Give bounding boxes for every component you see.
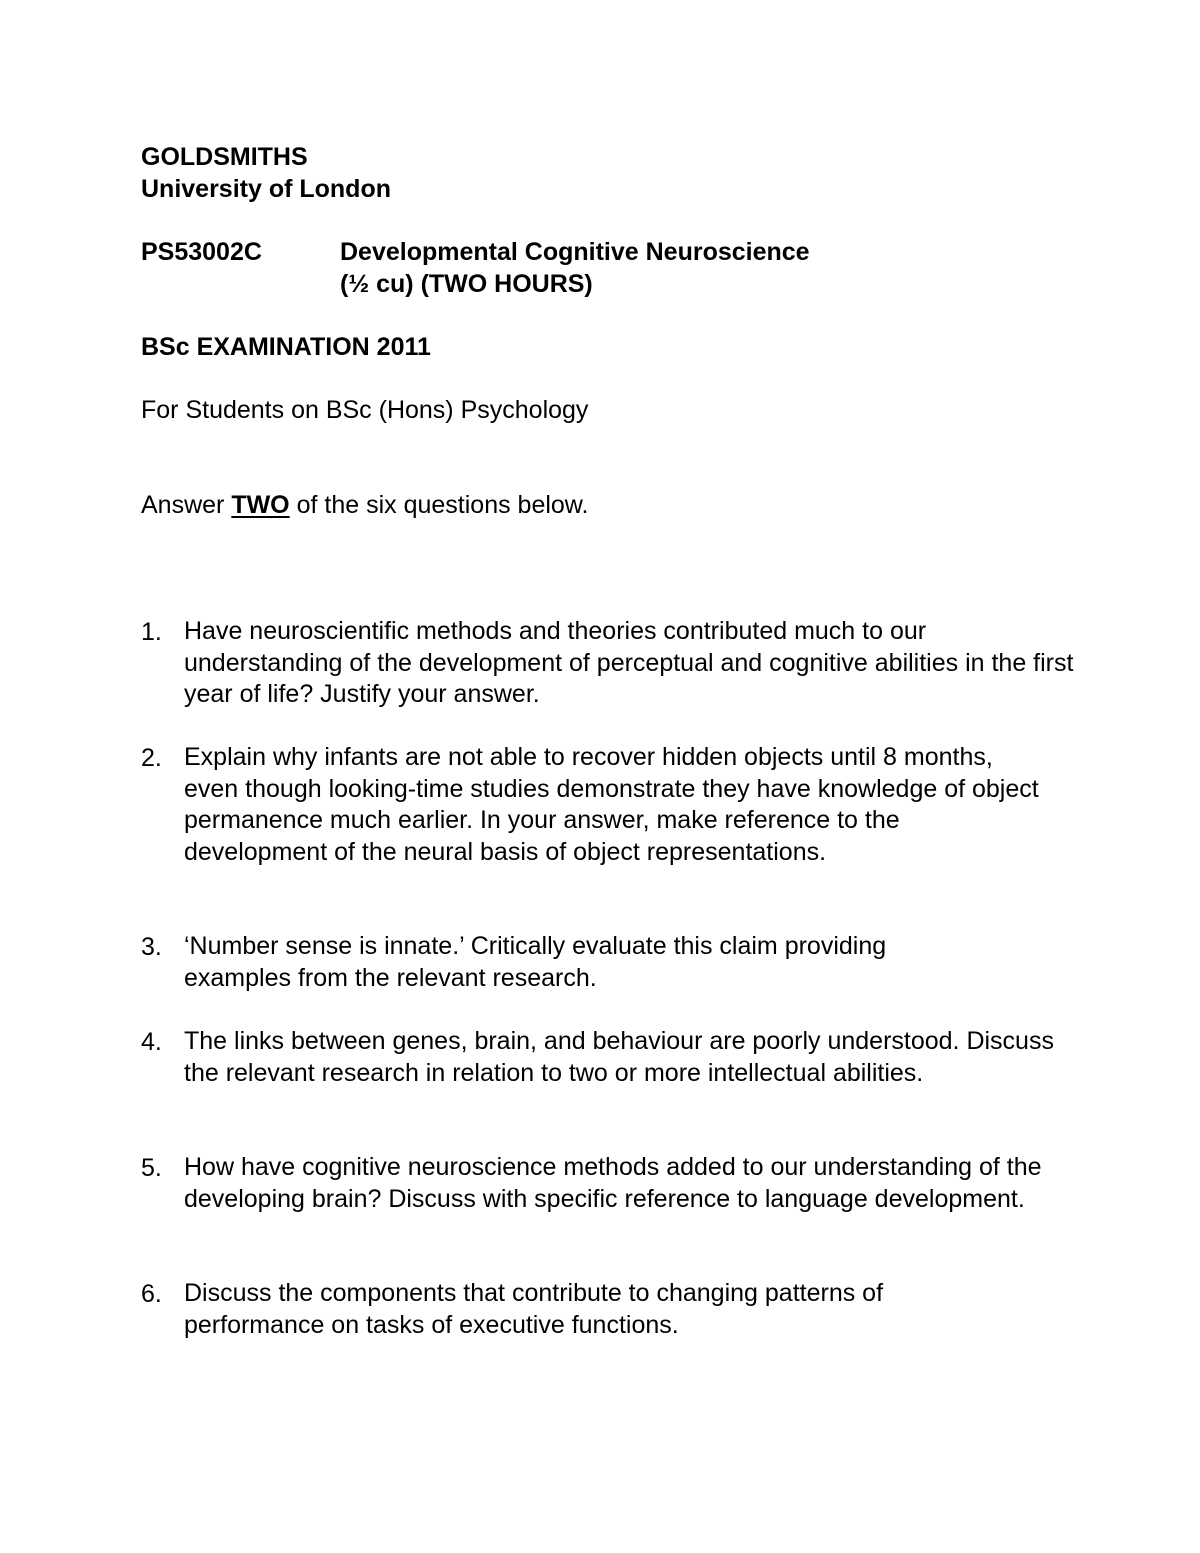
question-2-number: 2.	[141, 744, 162, 772]
course-units: (½ cu) (TWO HOURS)	[340, 270, 593, 298]
question-2-text: Explain why infants are not able to recover hidden objects until 8 months, even though looking-time studies demonstrate they have knowledge of object permanence much earlier. In your answer, make reference to the development of the neural basis of object representations.	[184, 743, 1039, 866]
question-4-number: 4.	[141, 1028, 162, 1056]
instructions-prefix: Answer	[141, 491, 232, 519]
question-5-text: How have cognitive neuroscience methods added to our understanding of the developing brain? Discuss with specific reference to language development.	[184, 1153, 1042, 1213]
instructions-line	[141, 489, 588, 521]
instructions-suffix: of the six questions below.	[289, 491, 589, 519]
question-6-number: 6.	[141, 1280, 162, 1308]
question-6-text: Discuss the components that contribute to changing patterns of performance on tasks of executive functions.	[184, 1279, 884, 1339]
question-3-text: ‘Number sense is innate.’ Critically evaluate this claim providing examples from the relevant research.	[184, 932, 887, 992]
question-4-text: The links between genes, brain, and behaviour are poorly understood. Discuss the relevant research in relation to two or more intellectual abilities.	[184, 1027, 1054, 1087]
course-title: Developmental Cognitive Neuroscience	[340, 238, 810, 266]
institution-name: GOLDSMITHS	[141, 143, 308, 171]
question-5-number: 5.	[141, 1154, 162, 1182]
question-1-number: 1.	[141, 618, 162, 646]
question-3-number: 3.	[141, 933, 162, 961]
question-1-text: Have neuroscientific methods and theories contributed much to our understanding of the development of perceptual and cognitive abilities in the first year of life? Justify your answer.	[184, 617, 1074, 708]
instructions-emphasis: TWO	[231, 491, 290, 519]
course-code: PS53002C	[141, 238, 262, 266]
audience-line: For Students on BSc (Hons) Psychology	[141, 396, 589, 424]
university-name: University of London	[141, 175, 391, 203]
exam-title: BSc EXAMINATION 2011	[141, 333, 431, 361]
